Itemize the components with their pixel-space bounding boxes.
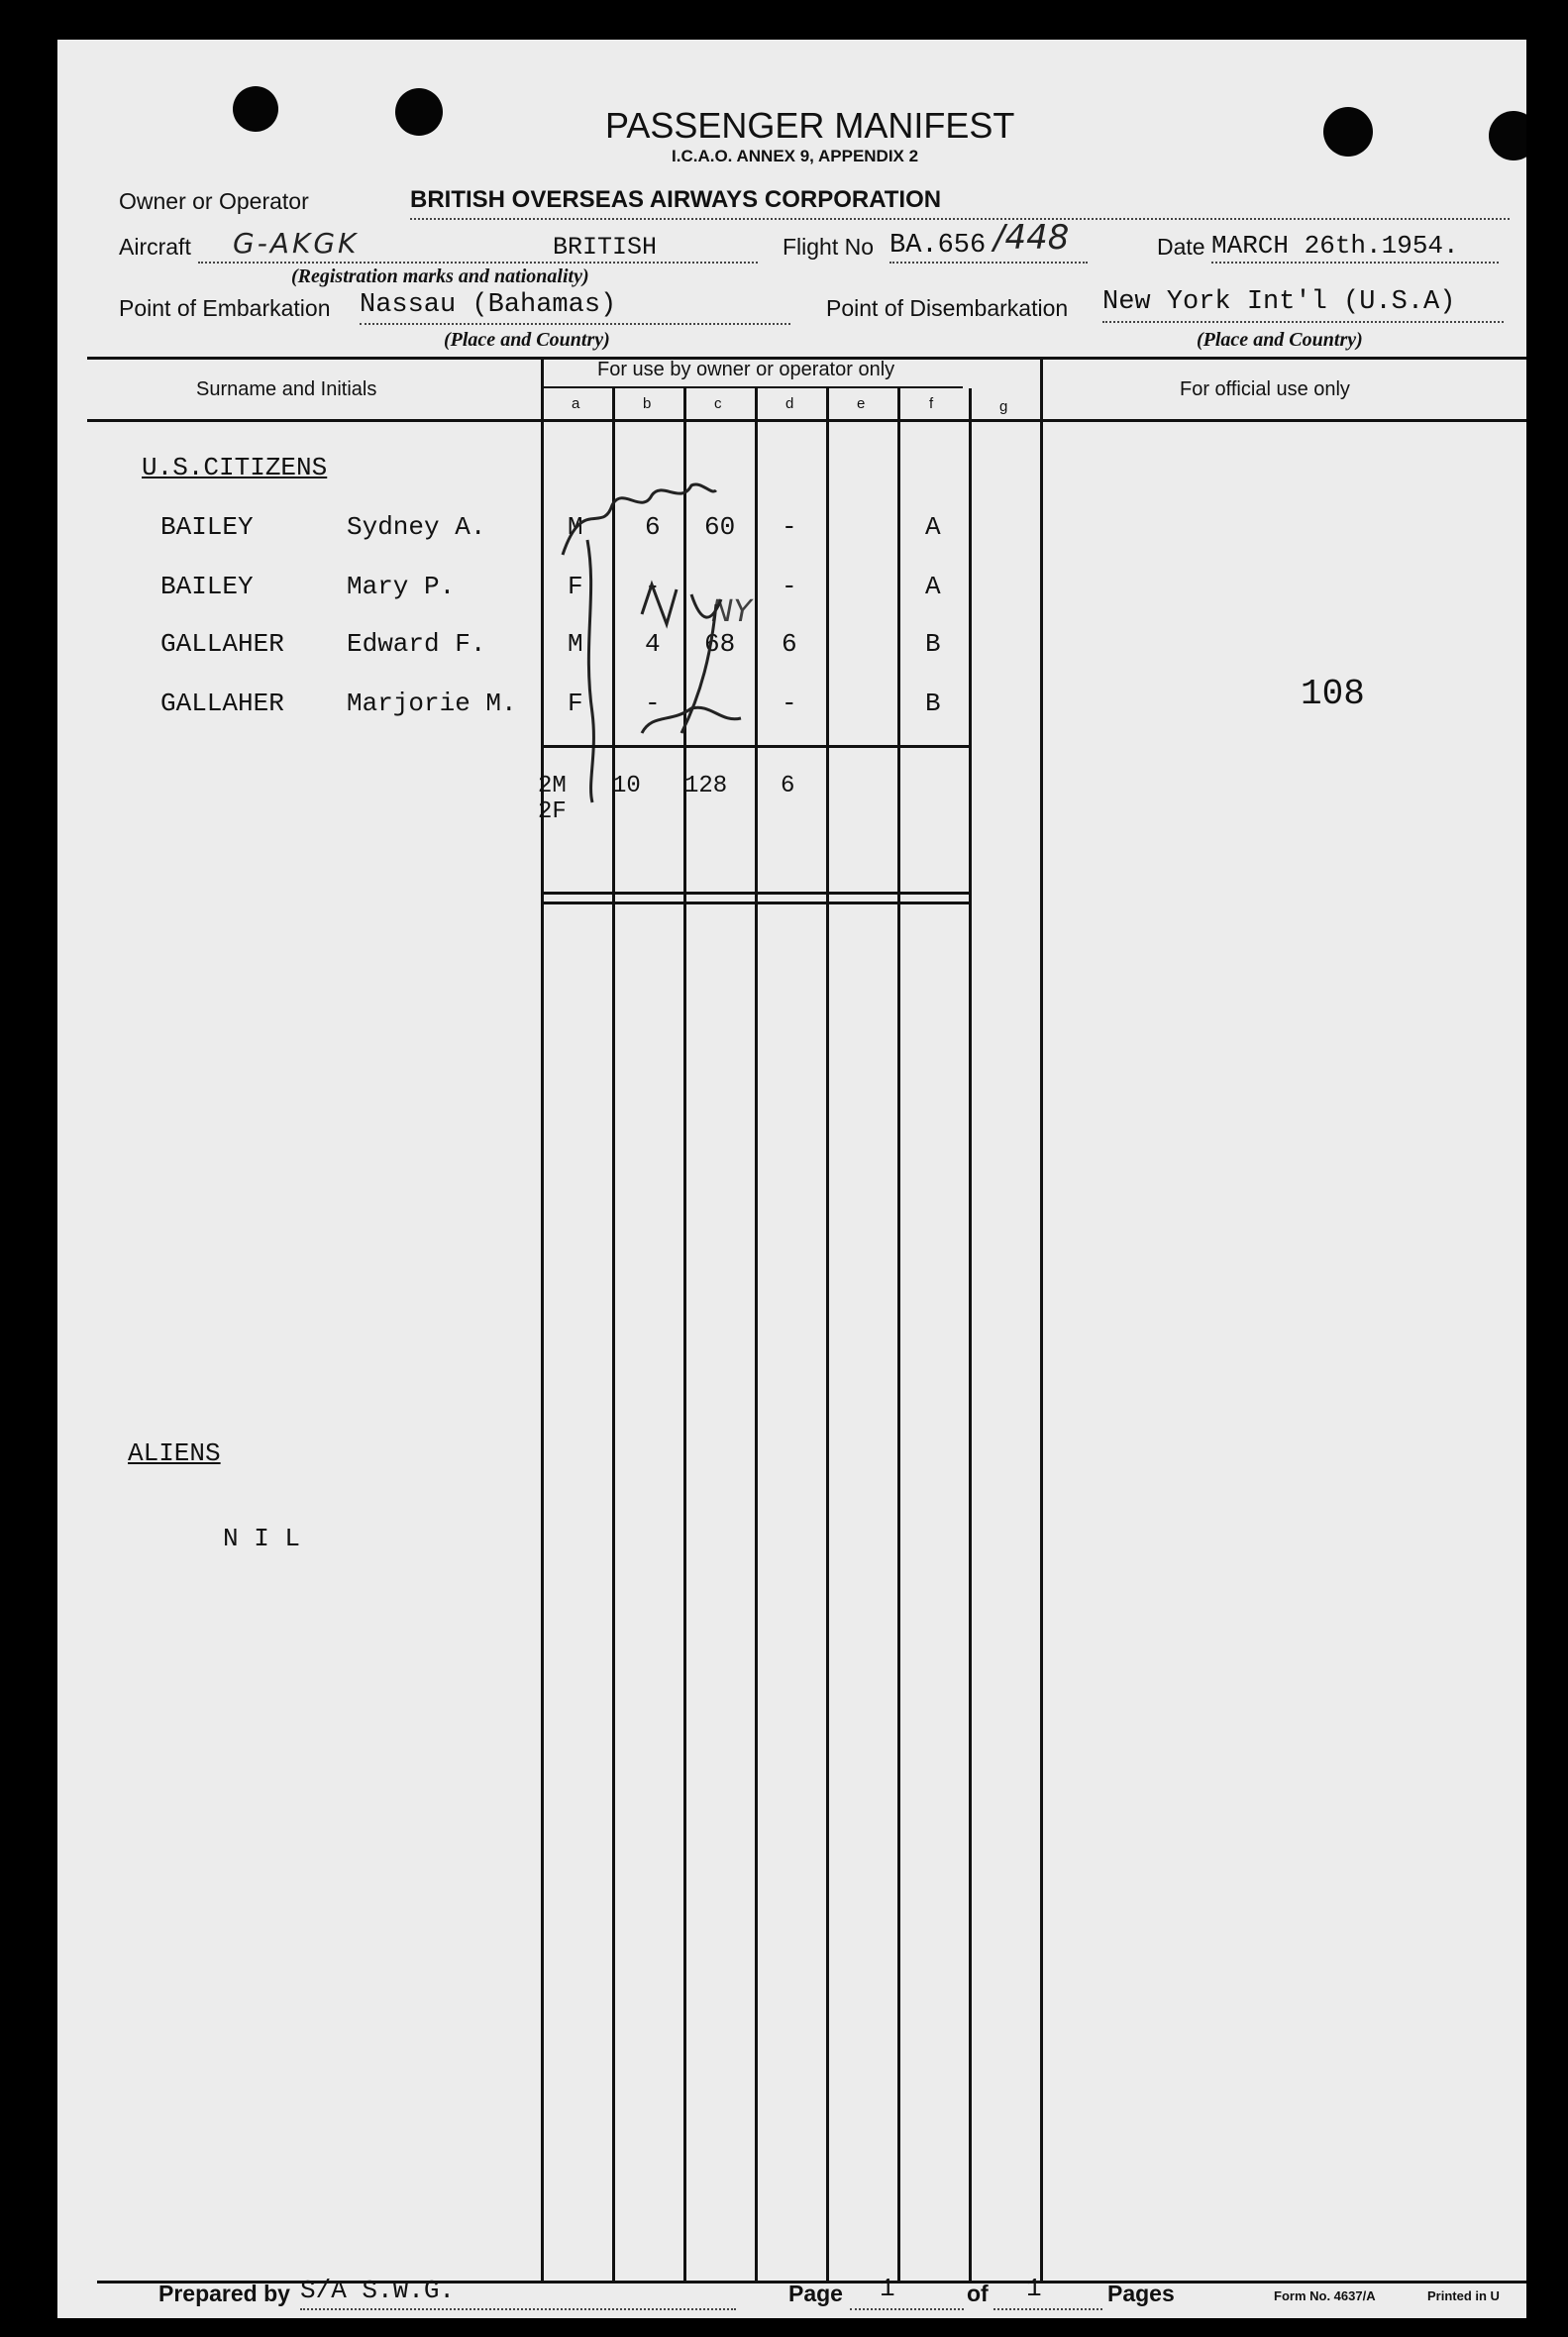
- embarkation-label: Point of Embarkation: [119, 295, 331, 321]
- aliens-value: N I L: [223, 1524, 301, 1553]
- cell-f: B: [925, 629, 941, 659]
- cell-f: A: [925, 572, 941, 601]
- passenger-surname: GALLAHER: [160, 629, 284, 659]
- official-use-header: For official use only: [1180, 378, 1350, 400]
- cell-a: F: [568, 572, 583, 601]
- column-header-g: g: [999, 398, 1008, 415]
- total-male: 2M: [538, 773, 567, 799]
- flight-number-handwritten: /448: [993, 218, 1070, 258]
- total-pages: 1: [1026, 2274, 1042, 2303]
- surname-column-header: Surname and Initials: [196, 378, 377, 400]
- column-header-d: d: [785, 395, 794, 412]
- column-header-c: c: [714, 395, 722, 412]
- cell-d: 6: [782, 629, 797, 659]
- aliens-heading: ALIENS: [128, 1438, 221, 1468]
- punch-hole: [1323, 107, 1373, 157]
- passenger-surname: GALLAHER: [160, 689, 284, 718]
- punch-hole: [1489, 111, 1526, 160]
- disembarkation-value: New York Int'l (U.S.A): [1102, 287, 1456, 317]
- official-number: 108: [1301, 674, 1365, 714]
- owner-use-header: For use by owner or operator only: [597, 359, 895, 380]
- of-label: of: [967, 2281, 989, 2306]
- punch-hole: [233, 86, 278, 132]
- manifest-page: [57, 40, 1526, 2318]
- passenger-given-name: Sydney A.: [347, 512, 486, 542]
- table-header-rule: [87, 419, 1526, 422]
- form-number: Form No. 4637/A: [1274, 2288, 1376, 2303]
- total-female: 2F: [538, 798, 567, 825]
- prepared-by-label: Prepared by: [158, 2281, 290, 2306]
- embarkation-value: Nassau (Bahamas): [360, 290, 617, 320]
- prepared-by-value: S/A S.W.G.: [300, 2276, 456, 2305]
- cell-d: -: [782, 689, 797, 718]
- column-header-b: b: [643, 395, 652, 412]
- cell-b: -: [645, 689, 661, 718]
- cell-f: B: [925, 689, 941, 718]
- page-number: 1: [880, 2274, 895, 2303]
- owner-value: BRITISH OVERSEAS AIRWAYS CORPORATION: [410, 186, 942, 213]
- date-label: Date: [1157, 234, 1205, 260]
- totals-rule: [541, 745, 969, 748]
- cell-b: -: [645, 572, 661, 601]
- disembarkation-caption: (Place and Country): [1197, 329, 1363, 351]
- cell-b: 4: [645, 629, 661, 659]
- cell-d: -: [782, 512, 797, 542]
- owner-label: Owner or Operator: [119, 188, 309, 214]
- total-c: 128: [684, 773, 728, 799]
- column-header-a: a: [572, 395, 580, 412]
- printed-in: Printed in U: [1427, 2288, 1500, 2303]
- aircraft-registration: G-AKGK: [233, 227, 360, 260]
- column-header-f: f: [929, 395, 934, 412]
- cell-c: 60: [704, 512, 736, 542]
- passenger-surname: BAILEY: [160, 572, 254, 601]
- page-title: PASSENGER MANIFEST: [605, 105, 1015, 146]
- cell-b: 6: [645, 512, 661, 542]
- pages-label: Pages: [1107, 2281, 1175, 2306]
- passenger-surname: BAILEY: [160, 512, 254, 542]
- total-d: 6: [781, 773, 795, 799]
- handwritten-annotation: [543, 476, 899, 812]
- aircraft-caption: (Registration marks and nationality): [291, 266, 589, 287]
- flight-number: BA.656: [889, 231, 987, 261]
- cell-c: 68: [704, 629, 736, 659]
- aircraft-label: Aircraft: [119, 234, 191, 260]
- passenger-given-name: Marjorie M.: [347, 689, 517, 718]
- us-citizens-heading: U.S.CITIZENS: [142, 453, 328, 482]
- page-label: Page: [788, 2281, 843, 2306]
- disembarkation-label: Point of Disembarkation: [826, 295, 1069, 321]
- cell-a: M: [568, 512, 583, 542]
- cell-a: M: [568, 629, 583, 659]
- punch-hole: [395, 88, 443, 136]
- passenger-given-name: Edward F.: [347, 629, 486, 659]
- handwritten-annotation-text: NY: [711, 594, 752, 629]
- date-value: MARCH 26th.1954.: [1211, 231, 1459, 261]
- passenger-given-name: Mary P.: [347, 572, 456, 601]
- flight-label: Flight No: [783, 234, 875, 260]
- cell-d: -: [782, 572, 797, 601]
- embarkation-caption: (Place and Country): [444, 329, 610, 351]
- cell-f: A: [925, 512, 941, 542]
- page-subtitle: I.C.A.O. ANNEX 9, APPENDIX 2: [672, 147, 919, 165]
- cell-a: F: [568, 689, 583, 718]
- column-header-e: e: [857, 395, 866, 412]
- total-b: 10: [612, 773, 641, 799]
- aircraft-nationality: BRITISH: [553, 233, 658, 262]
